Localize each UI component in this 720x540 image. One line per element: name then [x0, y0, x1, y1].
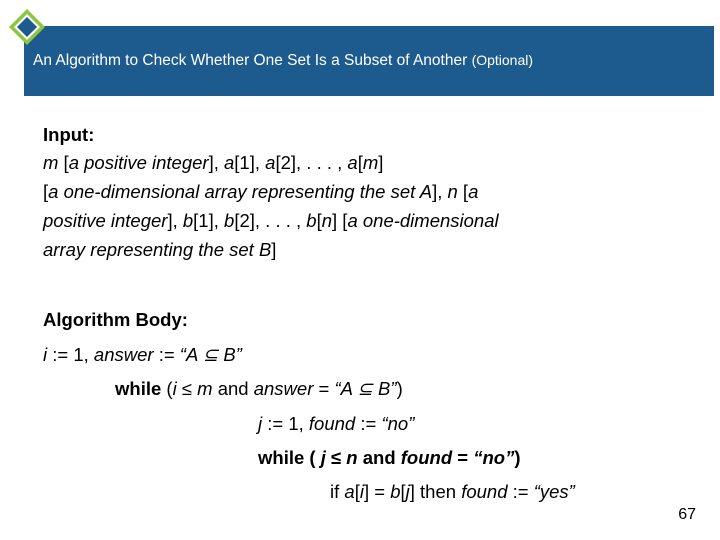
body-line-1: i := 1, answer := “A ⊆ B” — [43, 344, 242, 365]
input-line-1: m [a positive integer], a[1], a[2], . . . , a[m] — [43, 152, 384, 173]
title-bar — [24, 26, 714, 96]
title-optional: (Optional) — [471, 52, 534, 68]
title-main: An Algorithm to Check Whether One Set Is a Subset of Another — [33, 52, 468, 69]
input-line-3: positive integer], b[1], b[2], . . . , b[n] [a one-dimensional — [43, 210, 499, 231]
diamond-logo-icon — [8, 8, 46, 46]
body-heading: Algorithm Body: — [43, 309, 188, 330]
body-line-4: while ( j ≤ n and found = “no”) — [258, 447, 521, 468]
input-line-4: array representing the set B] — [43, 239, 277, 260]
body-line-3: j := 1, found := “no” — [258, 413, 415, 434]
body-line-2: while (i ≤ m and answer = “A ⊆ B”) — [115, 378, 403, 399]
slide-title — [33, 52, 533, 70]
body-line-5: if a[i] = b[j] then found := “yes” — [330, 481, 575, 502]
input-line-2: [a one-dimensional array representing the set A], n [a — [43, 181, 479, 202]
input-heading: Input: — [43, 124, 95, 145]
page-number: 67 — [678, 506, 696, 523]
